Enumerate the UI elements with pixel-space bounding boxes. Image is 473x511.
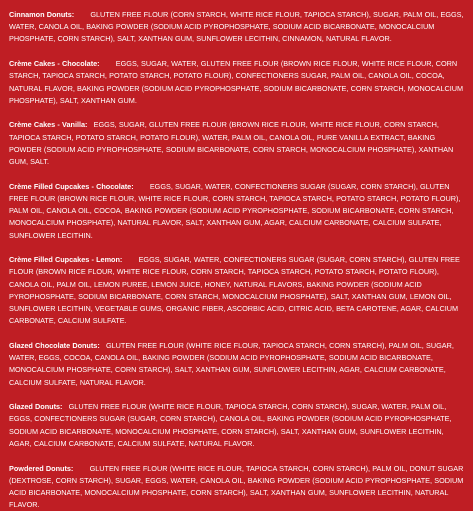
ingredient-entry-creme-cakes-chocolate [9, 58, 464, 107]
product-name: Glazed Chocolate Donuts: [9, 340, 100, 350]
ingredient-entry-glazed-chocolate-donuts [9, 340, 464, 389]
ingredient-list: GLUTEN FREE FLOUR (WHITE RICE FLOUR, TAPIOCA STARCH, CORN STARCH), PALM OIL, DONUT SUGAR (DEXTROSE, CORN STARCH), SUGAR, EGGS, WATER, CANOLA OIL, BAKING POWDER (SODIUM ACID PYROPHOSPHATE, SODIUM ACID BICARBONATE, MONOCALCIUM PHOSPHATE, CORN STARCH), SALT, XANTHAN GUM, SUNFLOWER LECITHIN, NATURAL FLAVOR. [9, 463, 464, 510]
product-name: Crème Filled Cupcakes - Lemon: [9, 255, 123, 265]
ingredient-list: EGGS, SUGAR, WATER, CONFECTIONERS SUGAR (SUGAR, CORN STARCH), GLUTEN FREE FLOUR (BROWN RICE FLOUR, WHITE RICE FLOUR, CORN STARCH, TAPIOCA STARCH, POTATO STARCH, POTATO FLOUR), CANOLA OIL, PALM OIL, LEMON PUREE, LEMON JUICE, HONEY, NATURAL FLAVORS, BAKING POWDER (SODIUM ACID PYROPHOSPHATE, SODIUM BICARBONATE, CORN STARCH, MONOCALCIUM PHOSPHATE), SALT, XANTHAN GUM, LEMON OIL, SUNFLOWER LECITHIN, VEGETABLE GUMS, ORGANIC FIBER, ASCORBIC ACID, CITRIC ACID, BETA CAROTENE, AGAR, CALCIUM CARBONATE, CALCIUM SULFATE. [9, 255, 460, 326]
product-name: Crème Filled Cupcakes - Chocolate: [9, 181, 134, 191]
ingredient-list: EGGS, SUGAR, WATER, CONFECTIONERS SUGAR (SUGAR, CORN STARCH), GLUTEN FREE FLOUR (BROWN RICE FLOUR, WHITE RICE FLOUR, CORN STARCH, TAPIOCA STARCH, POTATO STARCH, POTATO FLOUR), PALM OIL, CANOLA OIL, COCOA, BAKING POWDER (SODIUM ACID PYROPHOSPHATE, SODIUM BICARBONATE, CORN STARCH, MONOCALCIUM PHOSPHATE), NATURAL FLAVOR, SALT, XANTHAN GUM, AGAR, CALCIUM CARBONATE, CALCIUM SULFATE, SUNFLOWER LECITHIN. [9, 181, 461, 240]
ingredient-list: GLUTEN FREE FLOUR (WHITE RICE FLOUR, TAPIOCA STARCH, CORN STARCH), SUGAR, WATER, PALM OIL, EGGS, CONFECTIONERS SUGAR (SUGAR, CORN STARCH), CANOLA OIL, BAKING POWDER (SODIUM ACID PYROPHOSPHATE, SODIUM ACID BICARBONATE, MONOCALCIUM PHOSPHATE, CORN STARCH), SALT, XANTHAN GUM, SUNFLOWER LECITHIN, AGAR, CALCIUM CARBONATE, CALCIUM SULFATE, NATURAL FLAVOR. [9, 402, 452, 448]
ingredient-list: GLUTEN FREE FLOUR (WHITE RICE FLOUR, TAPIOCA STARCH, CORN STARCH), PALM OIL, SUGAR, WATER, EGGS, COCOA, CANOLA OIL, BAKING POWDER (SODIUM ACID PYROPHOSPHATE, SODIUM ACID BICARBONATE, MONOCALCIUM PHOSPHATE, CORN STARCH), SALT, XANTHAN GUM, SUNFLOWER LECITHIN, AGAR, CALCIUM CARBONATE, CALCIUM SULFATE, NATURAL FLAVOR. [9, 340, 454, 387]
product-name: Cinnamon Donuts: [9, 10, 75, 19]
ingredient-entry-cinnamon-donuts [9, 9, 464, 46]
ingredient-entry-creme-cakes-vanilla [9, 119, 464, 168]
product-name: Powdered Donuts: [9, 463, 74, 473]
ingredient-entry-creme-filled-cupcakes-lemon [9, 254, 464, 327]
ingredient-list: GLUTEN FREE FLOUR (CORN STARCH, WHITE RICE FLOUR, TAPIOCA STARCH), SUGAR, PALM OIL, EGGS, WATER, CANOLA OIL, BAKING POWDER (SODIUM ACID PYROPHOSPHATE, SODIUM ACID BICARBONATE, MONOCALCIUM PHOSPHATE, CORN STARCH), SALT, XANTHAN GUM, SUNFLOWER LECITHIN, CINNAMON, NATURAL FLAVOR. [9, 10, 464, 44]
product-name: Crème Cakes - Chocolate: [9, 59, 100, 69]
product-name: Crème Cakes - Vanilla: [9, 120, 88, 130]
ingredient-entry-glazed-donuts [9, 401, 464, 450]
ingredient-list: EGGS, SUGAR, WATER, GLUTEN FREE FLOUR (BROWN RICE FLOUR, WHITE RICE FLOUR, CORN STARCH, TAPIOCA STARCH, POTATO STARCH, POTATO FLOUR), CONFECTIONERS SUGAR, PALM OIL, CANOLA OIL, COCOA, NATURAL FLAVOR, BAKING POWDER (SODIUM ACID PYROPHOSPHATE, SODIUM BICARBONATE, CORN STARCH, MONOCALCIUM PHOSPHATE), SALT, XANTHAN GUM. [9, 59, 464, 105]
ingredient-entry-powdered-donuts [9, 463, 464, 511]
ingredient-list: EGGS, SUGAR, GLUTEN FREE FLOUR (BROWN RICE FLOUR, WHITE RICE FLOUR, CORN STARCH, TAPIOCA STARCH, POTATO STARCH, POTATO FLOUR), WATER, PALM OIL, CANOLA OIL, PURE VANILLA EXTRACT, BAKING POWDER (SODIUM ACID PYROPHOSPHATE, SODIUM BICARBONATE, CORN STARCH, MONOCALCIUM PHOSPHATE), XANTHAN GUM, SALT. [9, 120, 454, 167]
product-name: Glazed Donuts: [9, 402, 63, 412]
ingredient-entry-creme-filled-cupcakes-chocolate [9, 181, 464, 242]
